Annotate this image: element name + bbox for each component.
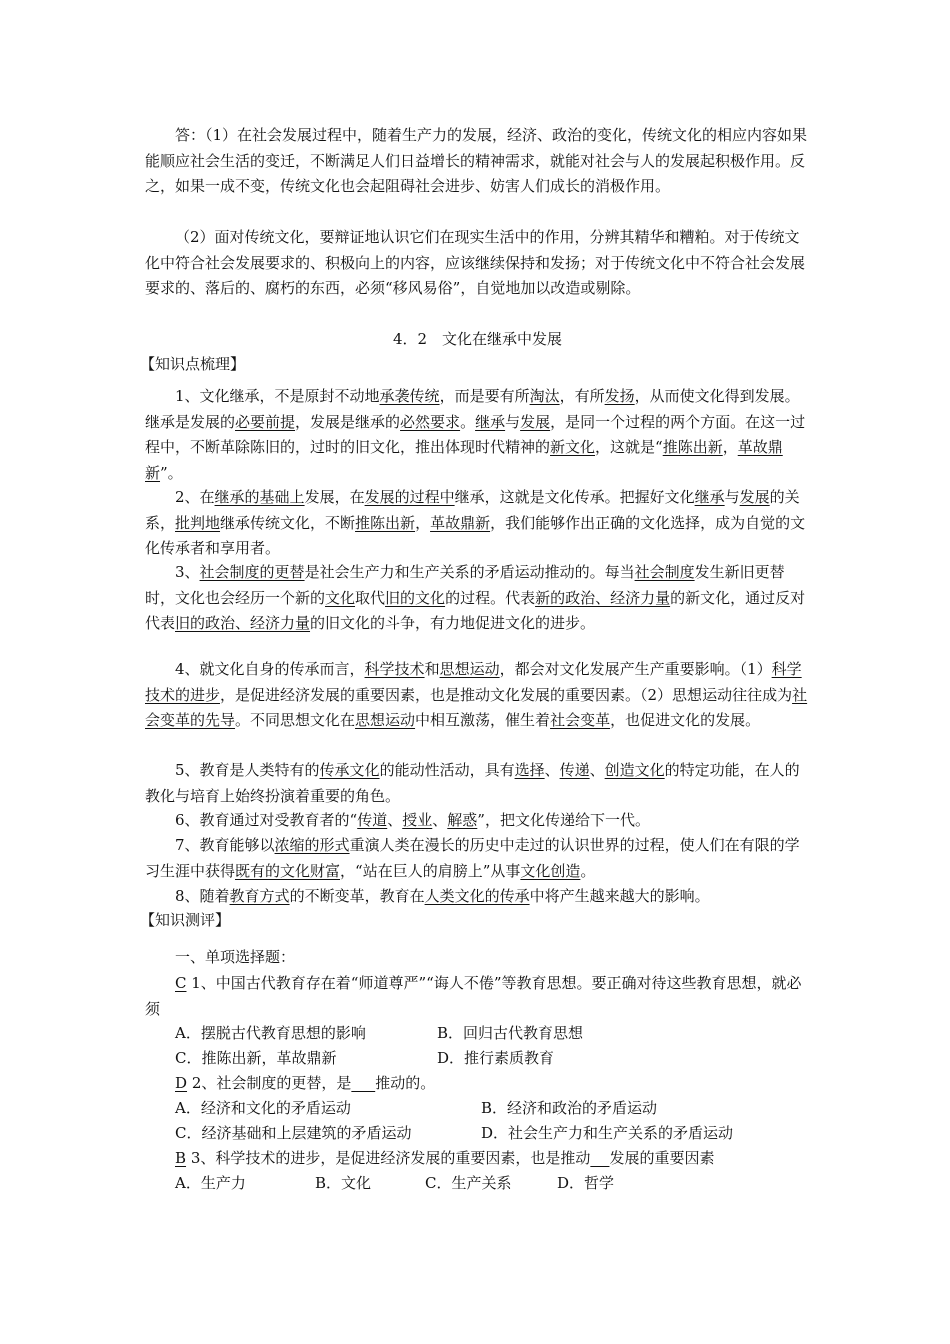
knowledge-item-5: 5、教育是人类特有的传承文化的能动性活动，具有选择、传递、创造文化的特定功能，在人的教化与培育上始终扮演着重要的角色。 [145,761,800,805]
question-3: B 3、科学技术的进步，是促进经济发展的重要因素，也是推动 发展的重要因素 [175,1149,715,1167]
question-1: C 1、中国古代教育存在着“师道尊严”“诲人不倦”等教育思想。要正确对待这些教育思想，就必须 [145,974,802,1018]
answer-mark: C [175,974,187,992]
question-2-option-a: A．经济和文化的矛盾运动 [175,1099,351,1117]
question-2-option-c: C．经济基础和上层建筑的矛盾运动 [175,1124,412,1142]
knowledge-item-7: 7、教育能够以浓缩的形式重演人类在漫长的历史中走过的认识世界的过程，使人们在有限的学习生涯中获得既有的文化财富，“站在巨人的肩膀上”从事文化创造。 [145,836,800,880]
heading-test: 【知识测评】 [140,911,231,929]
question-1-option-a: A．摆脱古代教育思想的影响 [175,1024,366,1042]
knowledge-item-8: 8、随着教育方式的不断变革，教育在人类文化的传承中将产生越来越大的影响。 [175,887,710,905]
knowledge-item-4: 4、就文化自身的传承而言，科学技术和思想运动，都会对文化发展产生产重要影响。（1）科学技术的进步，是促进经济发展的重要因素，也是推动文化发展的重要因素。（2）思想运动往往成为社会变革的先导。不同思想文化在思想运动中相互激荡，催生着社会变革，也促进文化的发展。 [145,660,808,729]
blank [590,1149,609,1167]
knowledge-item-1: 1、文化继承，不是原封不动地承袭传统，而是要有所淘汰，有所发扬，从而使文化得到发展。继承是发展的必要前提，发展是继承的必然要求。继承与发展，是同一个过程的两个方面。在这一过程中，不断革除陈旧的，过时的旧文化，推出体现时代精神的新文化，这就是“推陈出新，革故鼎新”。 [145,387,806,482]
question-2: D 2、社会制度的更替，是 推动的。 [175,1074,436,1092]
knowledge-item-2: 2、在继承的基础上发展，在发展的过程中继承，这就是文化传承。把握好文化继承与发展的关系，批判地继承传统文化，不断推陈出新，革故鼎新，我们能够作出正确的文化选择，成为自觉的文化传承者和享用者。 [145,488,806,557]
blank [351,1074,375,1092]
question-3-option-c: C．生产关系 [425,1174,512,1192]
question-3-option-b: B．文化 [315,1174,372,1192]
mc-section-title: 一、单项选择题： [175,948,296,966]
answer-paragraph-1: 答：（1）在社会发展过程中，随着生产力的发展，经济、政治的变化，传统文化的相应内容如果能顺应社会生活的变迁，不断满足人们日益增长的精神需求，就能对社会与人的发展起积极作用。反之，如果一成不变，传统文化也会起阻碍社会进步、妨害人们成长的消极作用。 [145,126,808,195]
heading-knowledge: 【知识点梳理】 [140,355,246,373]
question-2-option-d: D．社会生产力和生产关系的矛盾运动 [481,1124,734,1142]
question-1-option-c: C．推陈出新，革故鼎新 [175,1049,337,1067]
answer-paragraph-2: （2）面对传统文化，要辩证地认识它们在现实生活中的作用，分辨其精华和糟粕。对于传统文化中符合社会发展要求的、积极向上的内容，应该继续保持和发扬；对于传统文化中不符合社会发展要求的、落后的、腐朽的东西，必须“移风易俗”，自觉地加以改造或剔除。 [145,228,806,297]
question-3-option-a: A．生产力 [175,1174,246,1192]
question-2-option-b: B．经济和政治的矛盾运动 [481,1099,658,1117]
answer-mark: D [175,1074,188,1092]
section-title: 4．2 文化在继承中发展 [392,330,563,348]
question-1-option-b: B．回归古代教育思想 [437,1024,584,1042]
question-3-option-d: D．哲学 [557,1174,615,1192]
knowledge-item-6: 6、教育通过对受教育者的“传道、授业、解惑”，把文化传递给下一代。 [175,811,650,829]
question-1-option-d: D．推行素质教育 [437,1049,555,1067]
answer-mark: B [175,1149,187,1167]
knowledge-item-3: 3、社会制度的更替是社会生产力和生产关系的矛盾运动推动的。每当社会制度发生新旧更替时，文化也会经历一个新的文化取代旧的文化的过程。代表新的政治、经济力量的新文化，通过反对代表旧的政治、经济力量的旧文化的斗争，有力地促进文化的进步。 [145,563,806,632]
